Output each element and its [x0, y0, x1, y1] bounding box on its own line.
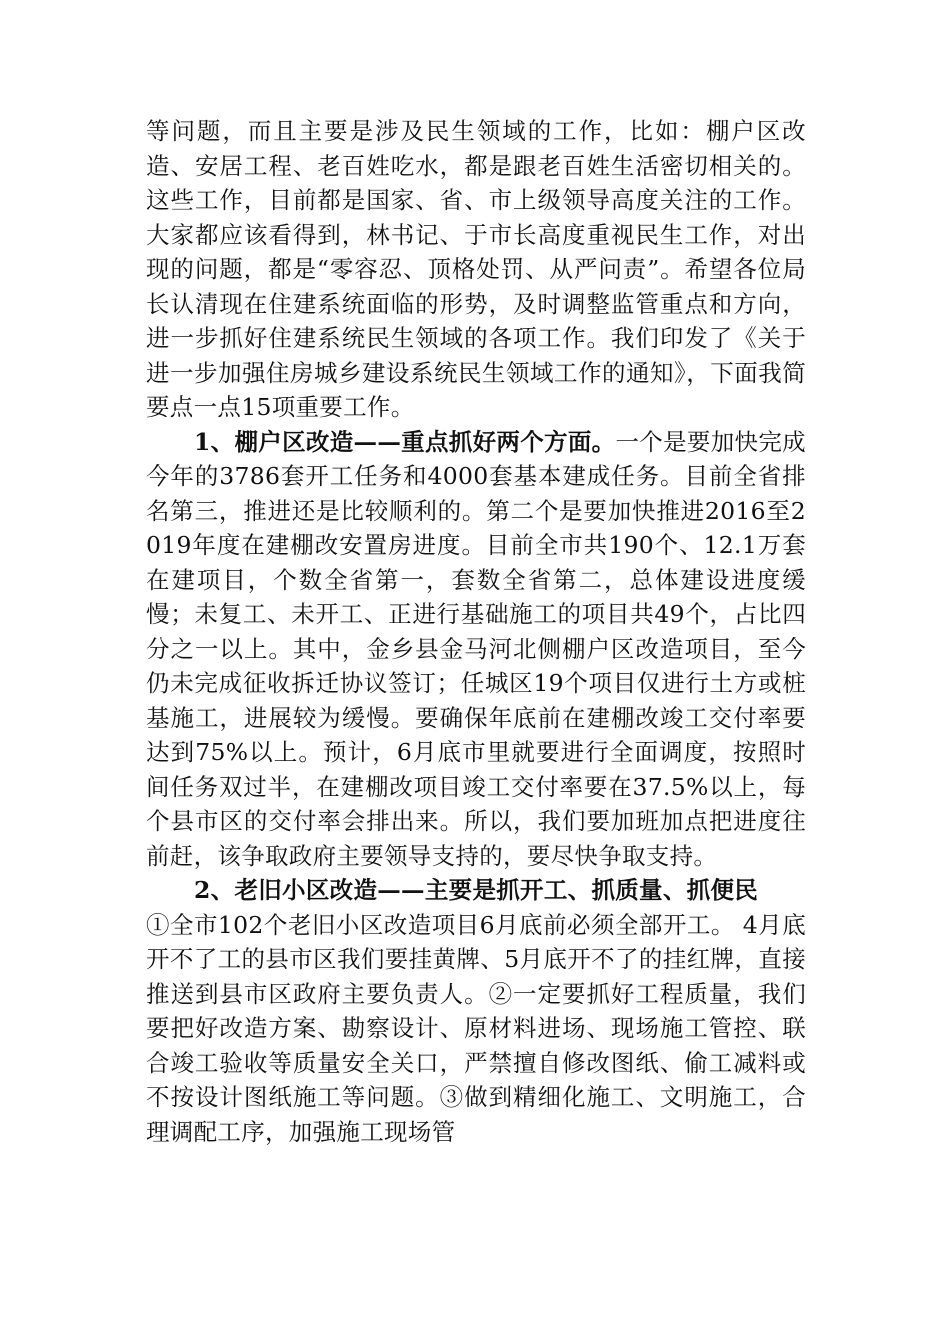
- paragraph-text: ①全市102个老旧小区改造项目6月底前必须全部开工。 4月底开不了工的县市区我们要挂黄牌、5月底开不了的挂红牌，直接推送到县市区政府主要负责人。②一定要抓好工程质量，我们要把好改造方案、勘察设计、原材料进场、现场施工管控、联合竣工验收等质量安全关口，严禁擅自修改图纸、偷工减料或不按设计图纸施工等问题。③做到精细化施工、文明施工，合理调配工序，加强施工现场管: [146, 910, 806, 1146]
- paragraph-intro-continuation: [146, 114, 806, 425]
- paragraph-text: 等问题，而且主要是涉及民生领域的工作，比如：棚户区改造、安居工程、老百姓吃水，都是跟老百姓生活密切相关的。这些工作，目前都是国家、省、市上级领导高度关注的工作。大家都应该看得到，林书记、于市长高度重视民生工作，对出现的问题，都是“零容忍、顶格处罚、从严问责”。希望各位局长认清现在住建系统面临的形势，及时调整监管重点和方向，进一步抓好住建系统民生领域的各项工作。我们印发了《关于进一步加强住房城乡建设系统民生领域工作的通知》，下面我简要点一点15项重要工作。: [146, 117, 806, 421]
- section-heading-shantytown: 1、棚户区改造——重点抓好两个方面。: [194, 427, 616, 456]
- paragraph-old-community-heading: [146, 873, 806, 908]
- paragraph-text: 一个是要加快完成今年的3786套开工任务和4000套基本建成任务。目前全省排名第三，推进还是比较顺利的。第二个是要加快推进2016至2019年度在建棚改安置房进度。目前全市共190个、12.1万套在建项目，个数全省第一，套数全省第二，总体建设进度缓慢；未复工、未开工、正进行基础施工的项目共49个，占比四分之一以上。其中，金乡县金马河北侧棚户区改造项目，至今仍未完成征收拆迁协议签订；任城区19个项目仅进行土方或桩基施工，进展较为缓慢。要确保年底前在建棚改竣工交付率要达到75%以上。预计，6月底市里就要进行全面调度，按照时间任务双过半，在建棚改项目竣工交付率要在37.5%以上，每个县市区的交付率会排出来。所以，我们要加班加点把进度往前赶，该争取政府主要领导支持的，要尽快争取支持。: [146, 427, 806, 870]
- paragraph-shantytown-renovation: [146, 425, 806, 874]
- paragraph-old-community-details: [146, 908, 806, 1150]
- section-heading-old-community: 2、老旧小区改造——主要是抓开工、抓质量、抓便民: [194, 876, 759, 904]
- document-body: [146, 114, 806, 1149]
